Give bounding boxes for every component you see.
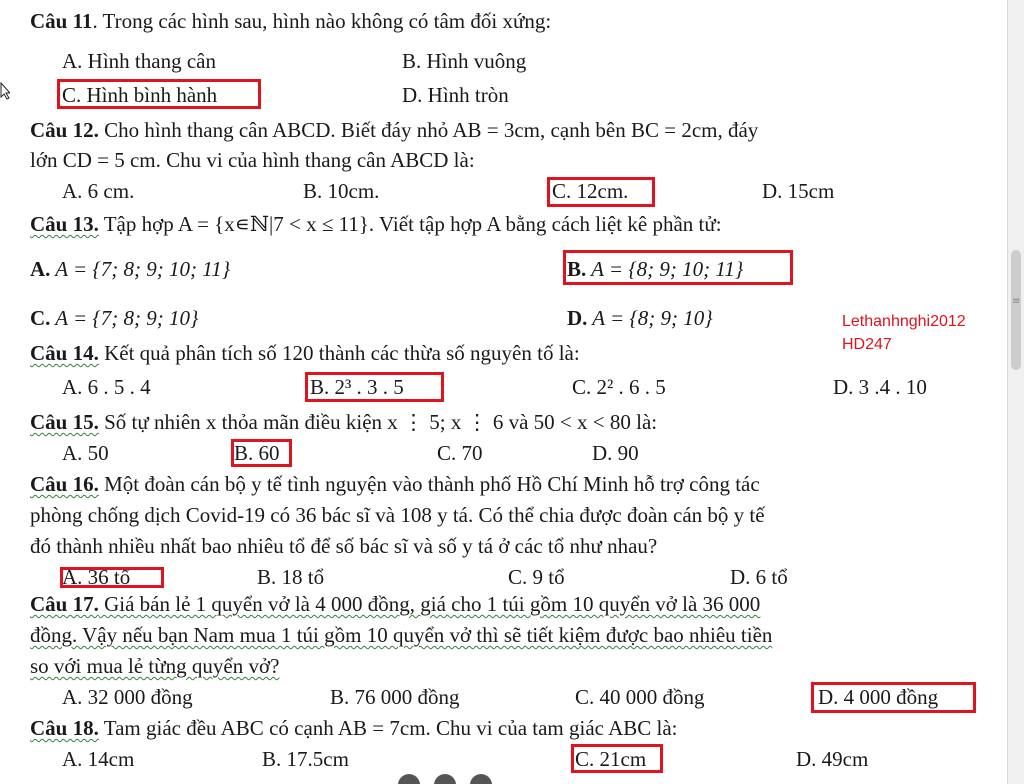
question-number: Câu 11 — [30, 9, 93, 33]
answer-highlight-box — [231, 439, 292, 467]
answer-highlight-box — [563, 250, 793, 285]
q13-option-d: D. A = {8; 9; 10} — [567, 306, 713, 330]
answer-highlight-box — [57, 79, 261, 109]
question-15-stem: Câu 15. Số tự nhiên x thỏa mãn điều kiện x ⋮ 5; x ⋮ 6 và 50 < x < 80 là: — [30, 410, 658, 434]
grip-icon: ≡ — [1012, 296, 1021, 307]
control-dot-icon — [434, 774, 456, 784]
q13-option-a: A. A = {7; 8; 9; 10; 11} — [30, 257, 231, 281]
q14-option-a: A. 6 . 5 . 4 — [62, 375, 151, 399]
q14-option-d: D. 3 .4 . 10 — [833, 375, 927, 399]
question-17-stem: Câu 17. Giá bán lẻ 1 quyển vở là 4 000 đồng, giá cho 1 túi gồm 10 quyển vở là 36 000 — [30, 592, 761, 616]
q15-option-b: B. 60 — [234, 441, 280, 465]
answer-highlight-box — [811, 682, 976, 713]
question-14-stem: Câu 14. Kết quả phân tích số 120 thành các thừa số nguyên tố là: — [30, 341, 580, 365]
control-dot-icon — [470, 774, 492, 784]
question-17-stem-2: đồng. Vậy nếu bạn Nam mua 1 túi gồm 10 quyển vở thì sẽ tiết kiệm được bao nhiêu tiền — [30, 623, 773, 647]
watermark-line-1: Lethanhnghi2012 — [842, 313, 966, 330]
q15-option-a: A. 50 — [62, 441, 109, 465]
video-controls-partial — [0, 774, 1008, 784]
question-12-stem: Câu 12. Cho hình thang cân ABCD. Biết đáy nhỏ AB = 3cm, cạnh bên BC = 2cm, đáy — [30, 118, 759, 142]
question-18-stem: Câu 18. Tam giác đều ABC có cạnh AB = 7cm. Chu vi của tam giác ABC là: — [30, 716, 678, 740]
scrollbar-thumb[interactable] — [1011, 250, 1021, 370]
watermark-line-2: HD247 — [842, 336, 892, 353]
q16-option-a: A. 36 tổ — [62, 565, 131, 589]
q14-option-b: B. 2³ . 3 . 5 — [310, 375, 404, 399]
question-16-stem: Câu 16. Một đoàn cán bộ y tế tình nguyện vào thành phố Hồ Chí Minh hỗ trợ công tác — [30, 472, 760, 496]
question-17-stem-3: so với mua lẻ từng quyển vở? — [30, 654, 280, 678]
answer-highlight-box — [547, 177, 655, 207]
question-11-stem: Câu 11. Trong các hình sau, hình nào không có tâm đối xứng: — [30, 9, 552, 33]
q11-option-a: A. Hình thang cân — [62, 49, 216, 73]
q17-option-d: D. 4 000 đồng — [818, 685, 939, 709]
question-12-stem-2: lớn CD = 5 cm. Chu vi của hình thang cân ABCD là: — [30, 148, 475, 172]
q15-option-d: D. 90 — [592, 441, 639, 465]
q18-option-d: D. 49cm — [796, 747, 869, 771]
q16-option-c: C. 9 tổ — [508, 565, 565, 589]
answer-highlight-box — [305, 372, 444, 402]
q12-option-b: B. 10cm. — [303, 179, 380, 203]
mouse-cursor-icon — [0, 82, 10, 100]
control-dot-icon — [398, 774, 420, 784]
q14-option-c: C. 2² . 6 . 5 — [572, 375, 666, 399]
q13-option-c: C. A = {7; 8; 9; 10} — [30, 306, 199, 330]
q18-option-b: B. 17.5cm — [262, 747, 349, 771]
question-16-stem-2: phòng chống dịch Covid-19 có 36 bác sĩ và 108 y tá. Có thể chia được đoàn cán bộ y tế — [30, 503, 765, 527]
q15-option-c: C. 70 — [437, 441, 483, 465]
q13-option-b: B. A = {8; 9; 10; 11} — [567, 257, 744, 281]
q11-option-b: B. Hình vuông — [402, 49, 527, 73]
q11-option-c: C. Hình bình hành — [62, 83, 218, 107]
answer-highlight-box — [60, 567, 164, 588]
q17-option-c: C. 40 000 đồng — [575, 685, 705, 709]
q12-option-c: C. 12cm. — [552, 179, 629, 203]
q17-option-b: B. 76 000 đồng — [330, 685, 460, 709]
q17-option-a: A. 32 000 đồng — [62, 685, 193, 709]
q12-option-a: A. 6 cm. — [62, 179, 135, 203]
q18-option-a: A. 14cm — [62, 747, 135, 771]
q16-option-d: D. 6 tổ — [730, 565, 788, 589]
q12-option-d: D. 15cm — [762, 179, 835, 203]
question-13-stem: Câu 13. Tập hợp A = {x∊ℕ|7 < x ≤ 11}. Viết tập hợp A bằng cách liệt kê phần tử: — [30, 212, 722, 236]
q18-option-c: C. 21cm — [575, 747, 647, 771]
q11-option-d: D. Hình tròn — [402, 83, 509, 107]
answer-highlight-box — [571, 744, 663, 773]
question-16-stem-3: đó thành nhiều nhất bao nhiêu tổ để số bác sĩ và số y tá ở các tổ như nhau? — [30, 534, 658, 558]
q16-option-b: B. 18 tổ — [257, 565, 325, 589]
vertical-scrollbar[interactable] — [1007, 0, 1024, 784]
